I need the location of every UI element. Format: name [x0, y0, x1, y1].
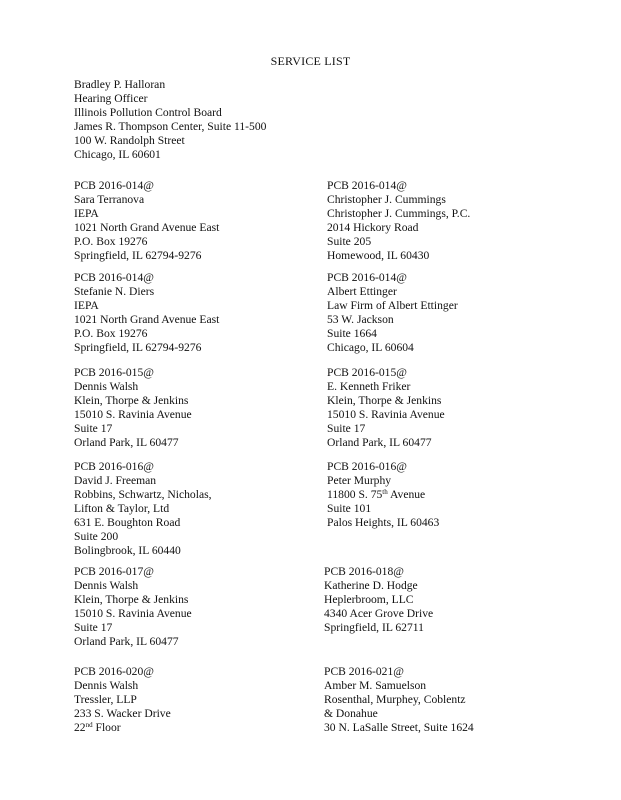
address-line: Suite 1664: [327, 327, 377, 340]
contact-name: Christopher J. Cummings: [327, 193, 446, 206]
contact-name: E. Kenneth Friker: [327, 380, 411, 393]
address-line: 631 E. Boughton Road: [74, 516, 181, 529]
address-line: Orland Park, IL 60477: [74, 436, 179, 449]
address-line-superscript: 11800 S. 75th Avenue: [327, 488, 426, 501]
contact-org: Lifton & Taylor, Ltd: [74, 502, 170, 515]
address-line: 15010 S. Ravinia Avenue: [74, 408, 192, 421]
contact-name: Peter Murphy: [327, 474, 392, 487]
address-line: Suite 200: [74, 530, 119, 543]
officer-title: Hearing Officer: [74, 92, 148, 105]
case-number: PCB 2016-014@: [327, 179, 407, 192]
address-line: 1021 North Grand Avenue East: [74, 221, 220, 234]
service-entry-right: [324, 665, 474, 735]
contact-name: Dennis Walsh: [74, 679, 139, 692]
contact-org: IEPA: [74, 207, 99, 220]
hearing-officer-block: [74, 78, 266, 162]
case-number: PCB 2016-018@: [324, 565, 404, 578]
contact-org: & Donahue: [324, 707, 378, 720]
case-number: PCB 2016-014@: [74, 179, 154, 192]
contact-org: Rosenthal, Murphey, Coblentz: [324, 693, 466, 706]
service-entry-right: [327, 179, 470, 263]
contact-org: Christopher J. Cummings, P.C.: [327, 207, 471, 220]
address-line: Orland Park, IL 60477: [327, 436, 432, 449]
address-line: Springfield, IL 62794-9276: [74, 341, 202, 354]
address-line: Orland Park, IL 60477: [74, 635, 179, 648]
address-line: 53 W. Jackson: [327, 313, 394, 326]
address-line: Chicago, IL 60604: [327, 341, 414, 354]
service-entry-left: [74, 565, 192, 649]
address-line: Suite 17: [74, 621, 113, 634]
case-number: PCB 2016-016@: [327, 460, 407, 473]
contact-org: IEPA: [74, 299, 99, 312]
contact-name: Katherine D. Hodge: [324, 579, 418, 592]
case-number: PCB 2016-015@: [327, 366, 407, 379]
address-line: Suite 17: [327, 422, 366, 435]
case-number: PCB 2016-020@: [74, 665, 154, 678]
officer-org: Illinois Pollution Control Board: [74, 106, 222, 119]
address-line-superscript: 22nd Floor: [74, 721, 121, 734]
case-number: PCB 2016-015@: [74, 366, 154, 379]
service-entry-right: [327, 366, 445, 450]
address-line: 4340 Acer Grove Drive: [324, 607, 434, 620]
address-line: 1021 North Grand Avenue East: [74, 313, 220, 326]
address-line: 233 S. Wacker Drive: [74, 707, 171, 720]
address-line: P.O. Box 19276: [74, 235, 148, 248]
address-line: 2014 Hickory Road: [327, 221, 419, 234]
contact-name: Amber M. Samuelson: [324, 679, 427, 692]
service-entry-left: [74, 366, 192, 450]
officer-address-line: 100 W. Randolph Street: [74, 134, 185, 147]
contact-org: Klein, Thorpe & Jenkins: [327, 394, 442, 407]
case-number: PCB 2016-016@: [74, 460, 154, 473]
service-entry-right: [324, 565, 433, 635]
address-line: Suite 205: [327, 235, 372, 248]
case-number: PCB 2016-014@: [74, 271, 154, 284]
service-entry-left: [74, 179, 219, 263]
contact-org: Klein, Thorpe & Jenkins: [74, 394, 189, 407]
case-number: PCB 2016-014@: [327, 271, 407, 284]
contact-name: Sara Terranova: [74, 193, 145, 206]
case-number: PCB 2016-017@: [74, 565, 154, 578]
officer-address-line: James R. Thompson Center, Suite 11-500: [74, 120, 267, 133]
service-entry-left: [74, 460, 212, 558]
address-line: P.O. Box 19276: [74, 327, 148, 340]
contact-org: Klein, Thorpe & Jenkins: [74, 593, 189, 606]
address-line: 15010 S. Ravinia Avenue: [74, 607, 192, 620]
address-line: Suite 101: [327, 502, 372, 515]
case-number: PCB 2016-021@: [324, 665, 404, 678]
contact-org: Law Firm of Albert Ettinger: [327, 299, 458, 312]
address-line: Bolingbrook, IL 60440: [74, 544, 181, 557]
contact-name: Dennis Walsh: [74, 380, 139, 393]
service-entry-left: [74, 665, 171, 735]
address-line: Springfield, IL 62711: [324, 621, 424, 634]
contact-org: Robbins, Schwartz, Nicholas,: [74, 488, 212, 501]
page-title: SERVICE LIST: [270, 54, 351, 68]
service-entry-right: [327, 460, 439, 530]
contact-org: Heplerbroom, LLC: [324, 593, 414, 606]
address-line: Palos Heights, IL 60463: [327, 516, 440, 529]
contact-org: Tressler, LLP: [74, 693, 137, 706]
officer-city: Chicago, IL 60601: [74, 148, 161, 161]
contact-name: Albert Ettinger: [327, 285, 397, 298]
officer-name: Bradley P. Halloran: [74, 78, 166, 91]
address-line: 30 N. LaSalle Street, Suite 1624: [324, 721, 474, 734]
address-line: Suite 17: [74, 422, 113, 435]
contact-name: Dennis Walsh: [74, 579, 139, 592]
service-entry-left: [74, 271, 219, 355]
contact-name: David J. Freeman: [74, 474, 157, 487]
address-line: Homewood, IL 60430: [327, 249, 430, 262]
address-line: Springfield, IL 62794-9276: [74, 249, 202, 262]
service-entry-right: [327, 271, 458, 355]
contact-name: Stefanie N. Diers: [74, 285, 155, 298]
address-line: 15010 S. Ravinia Avenue: [327, 408, 445, 421]
